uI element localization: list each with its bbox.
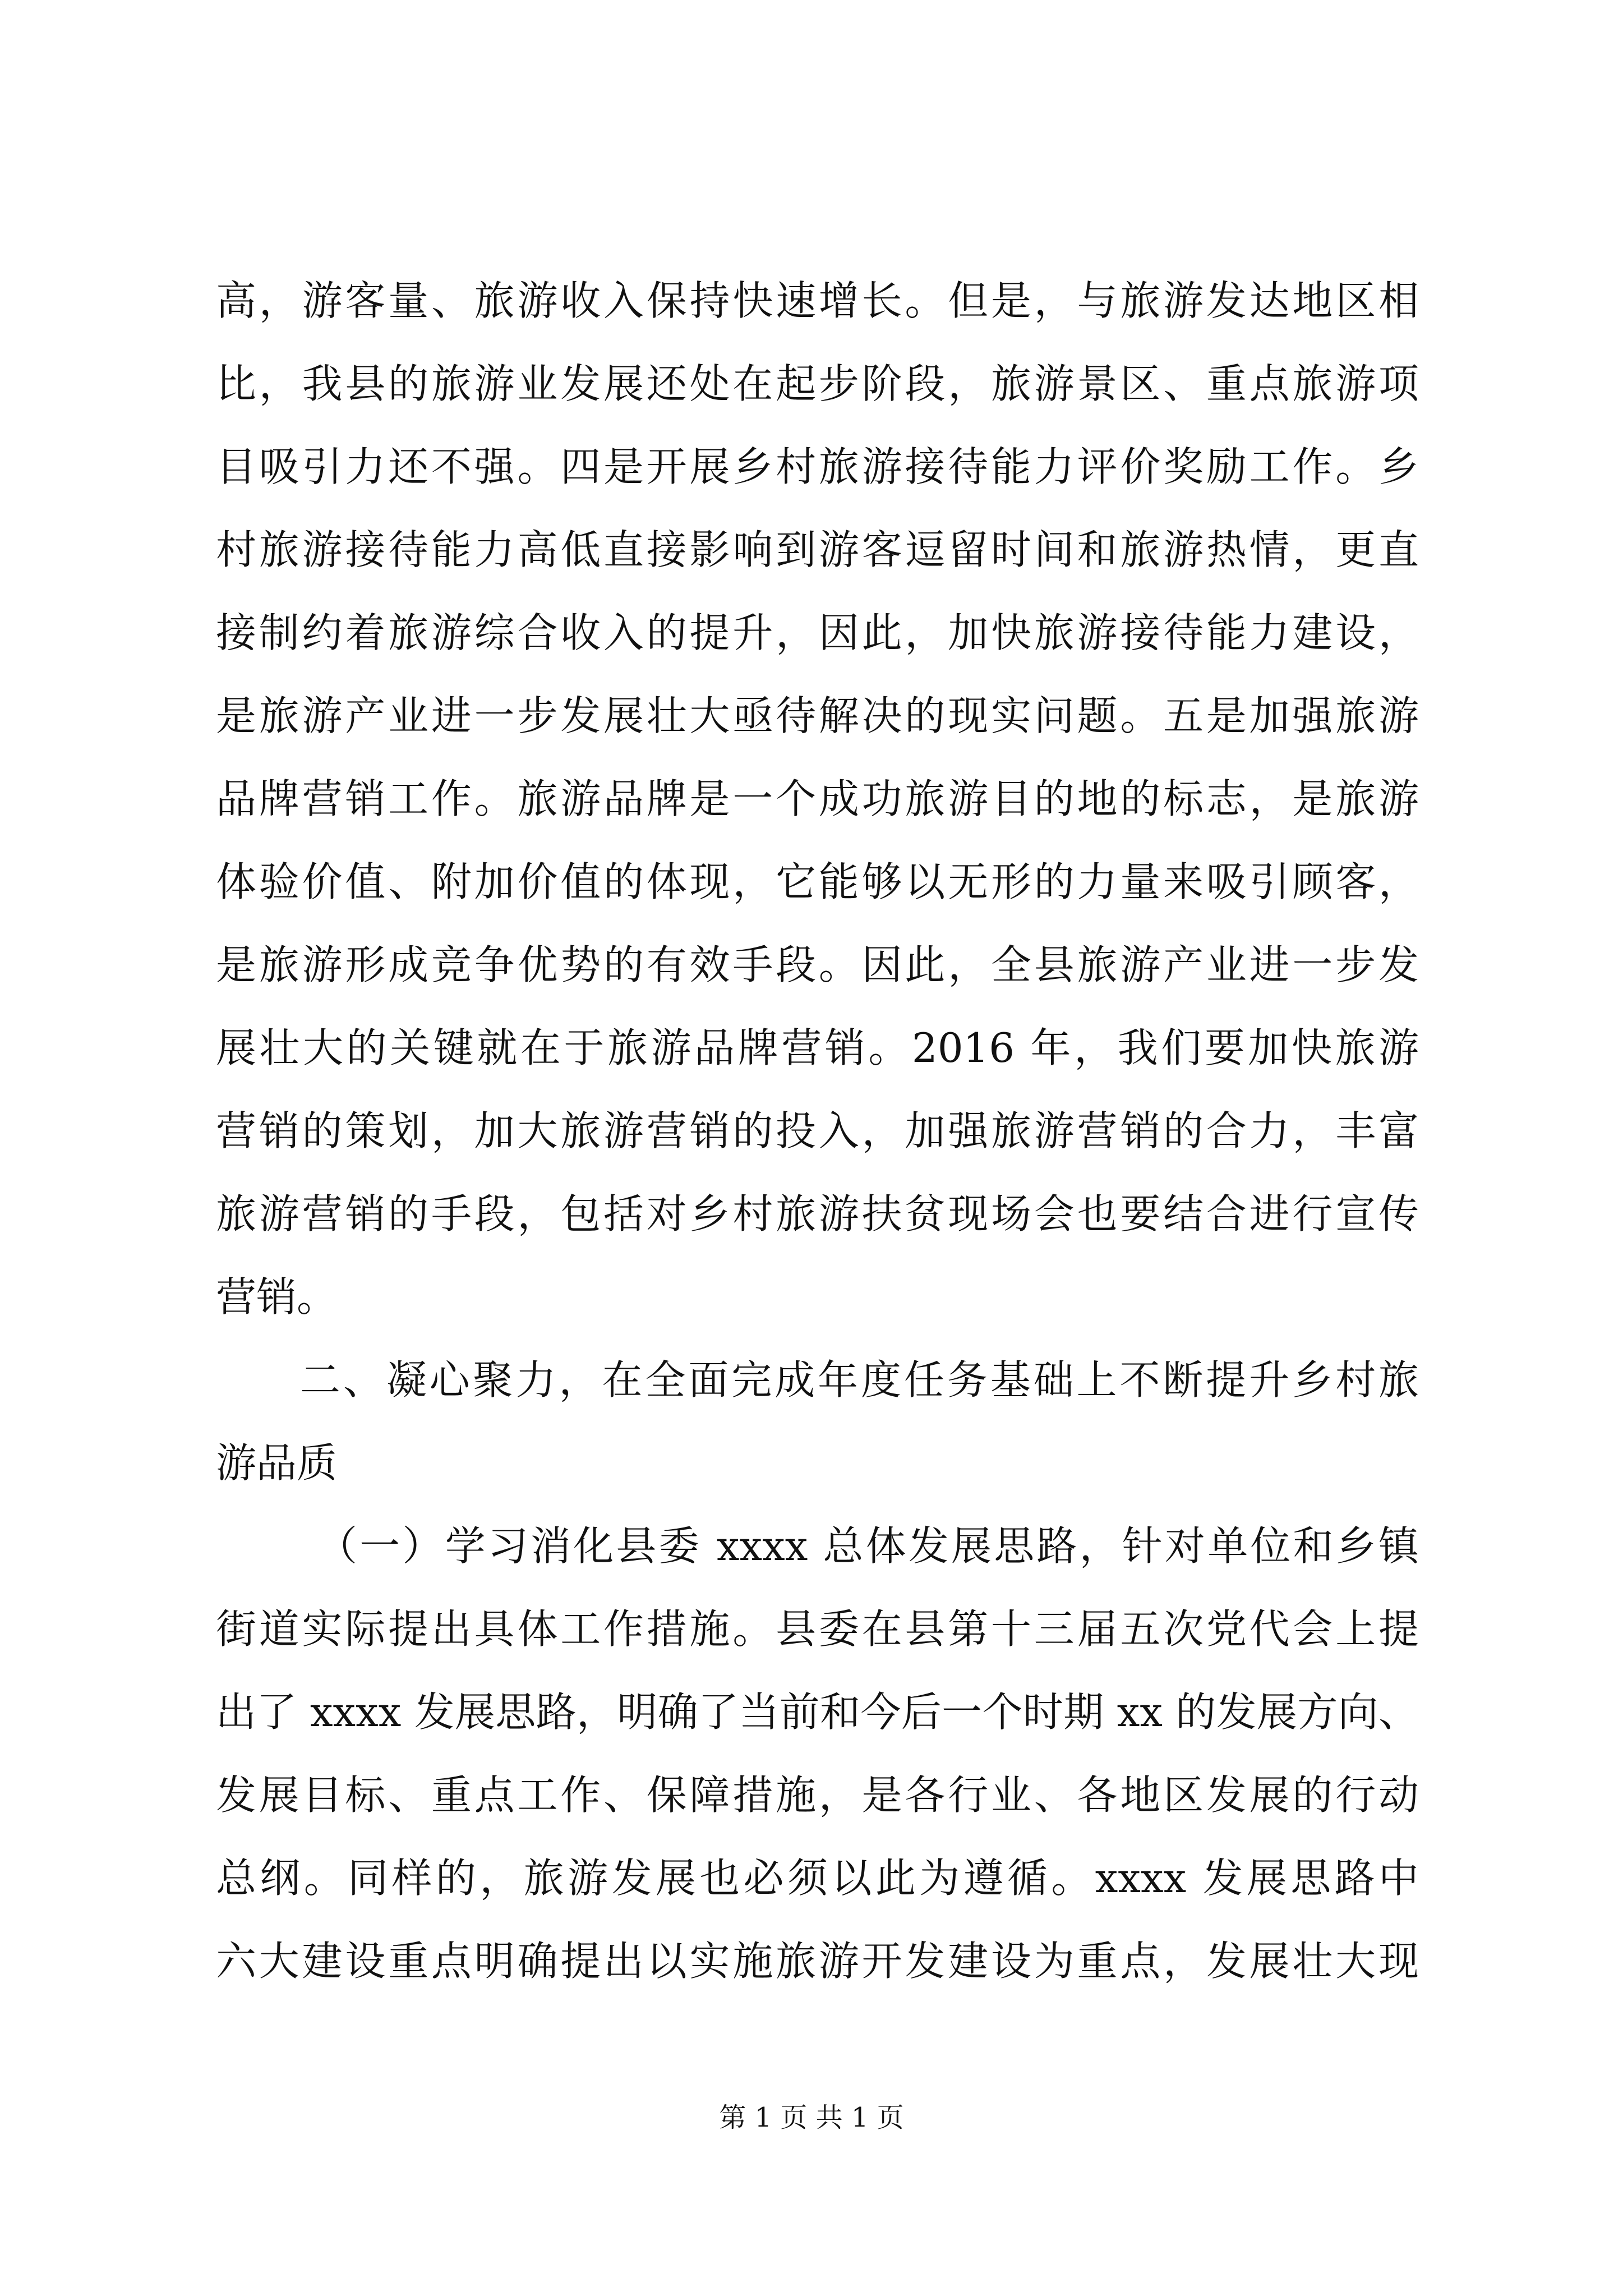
- text-line: 营销的策划，加大旅游营销的投入，加强旅游营销的合力，丰富: [216, 1107, 1419, 1154]
- text-line: 目吸引力还不强。四是开展乡村旅游接待能力评价奖励工作。乡: [216, 443, 1419, 490]
- text-line: 营销。: [216, 1273, 338, 1320]
- text-line: 比，我县的旅游业发展还处在起步阶段，旅游景区、重点旅游项: [216, 360, 1419, 407]
- text-line: 出了 xxxx 发展思路，明确了当前和今后一个时期 xx 的发展方向、: [216, 1688, 1419, 1736]
- text-line: 是旅游形成竞争优势的有效手段。因此，全县旅游产业进一步发: [216, 941, 1419, 988]
- text-line: 展壮大的关键就在于旅游品牌营销。2016 年，我们要加快旅游: [216, 1024, 1419, 1071]
- text-line: 高，游客量、旅游收入保持快速增长。但是，与旅游发达地区相: [216, 277, 1419, 324]
- text-line: 品牌营销工作。旅游品牌是一个成功旅游目的地的标志，是旅游: [216, 775, 1419, 822]
- section-heading-line: 游品质: [216, 1439, 338, 1487]
- document-body: [216, 259, 1419, 2003]
- text-line: 街道实际提出具体工作措施。县委在县第十三届五次党代会上提: [216, 1605, 1419, 1653]
- section-heading-line: 二、凝心聚力，在全面完成年度任务基础上不断提升乡村旅: [300, 1356, 1419, 1404]
- text-line: 旅游营销的手段，包括对乡村旅游扶贫现场会也要结合进行宣传: [216, 1190, 1419, 1237]
- text-line: 六大建设重点明确提出以实施旅游开发建设为重点，发展壮大现: [216, 1938, 1419, 1985]
- subsection-heading-line: （一）学习消化县委 xxxx 总体发展思路，针对单位和乡镇: [317, 1522, 1419, 1570]
- text-line: 总纲。同样的，旅游发展也必须以此为遵循。xxxx 发展思路中: [216, 1855, 1419, 1902]
- text-line: 接制约着旅游综合收入的提升，因此，加快旅游接待能力建设，: [216, 609, 1419, 656]
- page-footer: [0, 2098, 1623, 2137]
- text-line: 是旅游产业进一步发展壮大亟待解决的现实问题。五是加强旅游: [216, 692, 1419, 739]
- text-line: 村旅游接待能力高低直接影响到游客逗留时间和旅游热情，更直: [216, 526, 1419, 573]
- text-line: 体验价值、附加价值的体现，它能够以无形的力量来吸引顾客，: [216, 858, 1419, 905]
- text-line: 发展目标、重点工作、保障措施，是各行业、各地区发展的行动: [216, 1772, 1419, 1819]
- page-number-label: 第 1 页 共 1 页: [719, 2102, 904, 2133]
